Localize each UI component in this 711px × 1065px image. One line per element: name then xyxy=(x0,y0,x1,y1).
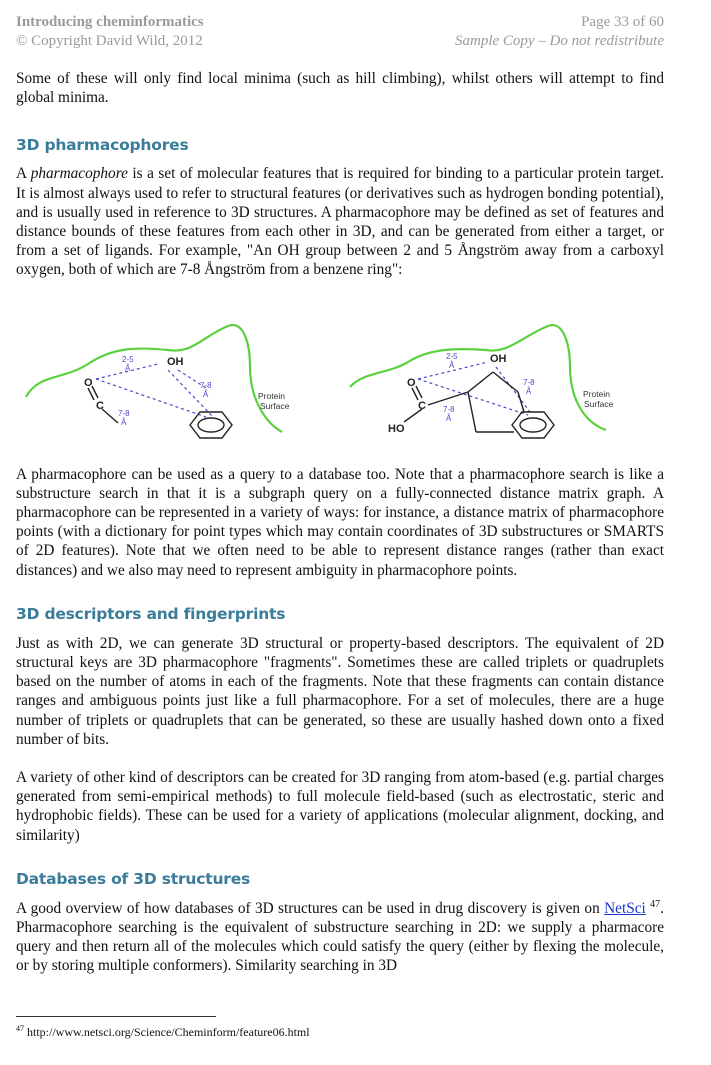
databases-paragraph: A good overview of how databases of 3D structures can be used in drug discovery is given on NetSci $^{47}$. Pharmacophore searching is the equivalent of substructure searching in 2D: we supply a pharmacore query and then return all of the molecules which could satisfy the query (either by flexing the molecule, or by storing multiple conformers). Similarity searching in 3D xyxy=(16,898,664,975)
section-heading-pharmacophores: 3D pharmacophores xyxy=(16,136,189,155)
footnote-divider xyxy=(16,1016,216,1017)
distance-unit-top: Å xyxy=(449,361,455,370)
distance-unit-right: Å xyxy=(203,390,209,399)
book-title: Introducing cheminformatics xyxy=(16,14,204,30)
section-heading-3d-databases: Databases of 3D structures xyxy=(16,869,251,888)
descriptors-paragraph-2: A variety of other kind of descriptors can be created for 3D ranging from atom-based (e.g. partial charges generated from semi-empirical methods) to full molecule field-based (such as electrostatic, steric and hydrophobic fields). These can be used for a variety of applications (molecular alignment, docking, and similarity) xyxy=(16,769,664,844)
pharmacophore-diagram-left xyxy=(26,325,290,438)
protein-surface-curve xyxy=(350,325,606,430)
page-body xyxy=(16,69,664,976)
distance-unit-bottom: Å xyxy=(446,414,452,423)
footnote-url: http://www.netsci.org/Science/Cheminform/feature06.html xyxy=(27,1025,310,1039)
copyright: © Copyright David Wild, 2012 xyxy=(16,33,203,49)
footnote xyxy=(16,1025,310,1039)
surface-label: Surface xyxy=(584,399,614,409)
pharmacophore-query-paragraph: A pharmacophore can be used as a query to a database too. Note that a pharmacophore search is like a substructure search in that it is a subgraph query on a fully-connected distance matrix graph. A pharmacophore can be represented in a variety of ways: for instance, a distance matrix of pharmacophore points (with a dictionary for point types which may contain coordinates of 3D substructures or SMARTS of 2D features). Note that we often need to be able to represent distance ranges (rather than exact distances) and we also may need to represent ambiguity in pharmacophore points. xyxy=(16,465,664,579)
distance-label-bottom: 7-8 xyxy=(443,405,455,414)
pharmacophore-diagram-right xyxy=(350,325,614,438)
page-number: Page 33 of 60 xyxy=(581,14,664,30)
atom-c-label: C xyxy=(96,400,104,412)
distance-label-top: 2-5 xyxy=(446,352,458,361)
pharmacophore-figure xyxy=(18,312,636,462)
oh-group-label: OH xyxy=(167,356,184,368)
distance-label-right: 7-8 xyxy=(523,378,535,387)
surface-label: Surface xyxy=(260,401,290,411)
distance-label-bottom: 7-8 xyxy=(118,409,130,418)
atom-c-label: C xyxy=(418,400,426,412)
pharmacophore-term: pharmacophore xyxy=(30,165,128,183)
sample-note: Sample Copy – Do not redistribute xyxy=(454,33,664,49)
distance-lines xyxy=(96,364,213,417)
distance-label-right: 7-8 xyxy=(200,381,212,390)
footnote-number: 47 xyxy=(16,1024,24,1033)
protein-label: Protein xyxy=(583,389,610,399)
distance-unit-top: Å xyxy=(125,364,131,373)
protein-label: Protein xyxy=(258,391,285,401)
netsci-link[interactable]: NetSci xyxy=(604,899,646,917)
ho-group-label: HO xyxy=(388,423,405,435)
page-header xyxy=(16,13,664,55)
atom-o-label: O xyxy=(407,377,416,389)
footnote-ref[interactable]: 47 xyxy=(650,898,661,910)
distance-unit-bottom: Å xyxy=(121,418,127,427)
distance-label-top: 2-5 xyxy=(122,355,134,364)
section-heading-3d-descriptors: 3D descriptors and fingerprints xyxy=(16,604,286,623)
pharmacophore-definition-paragraph: A pharmacophore is a set of molecular features that is required for binding to a particular protein target. It is almost always used to refer to structural features (or derivatives such as hydrogen bonding potential), and is usually used in reference to 3D structures. A pharmacophore may be defined as set of features and distance bounds of these features from each other in 3D, and can be generated from either a target, or from a set of ligands. For example, "An OH group between 2 and 5 Ångström away from a carboxyl oxygen, both of which are 7-8 Ångström from a benzene ring": xyxy=(16,165,664,279)
intro-paragraph: Some of these will only find local minima (such as hill climbing), whilst others will attempt to find global minima. xyxy=(16,70,664,107)
descriptors-paragraph-1: Just as with 2D, we can generate 3D structural or property-based descriptors. The equivalent of 2D structural keys are 3D pharmacophore "fragments". Sometimes these are called triplets or quadruplets based on the number of atoms in each of the fragments. Note that these fragments can contain distance ranges and ambiguous points just like a full pharmacophore. For a set of molecules, there are a huge number of triplets or quadruplets that can be generated, so these are usually hashed down onto a fixed number of bits. xyxy=(16,634,664,748)
molecule-bonds xyxy=(88,386,232,438)
protein-surface-curve xyxy=(26,325,282,432)
atom-o-label: O xyxy=(84,377,93,389)
distance-unit-right: Å xyxy=(526,387,532,396)
oh-group-label: OH xyxy=(490,353,507,365)
